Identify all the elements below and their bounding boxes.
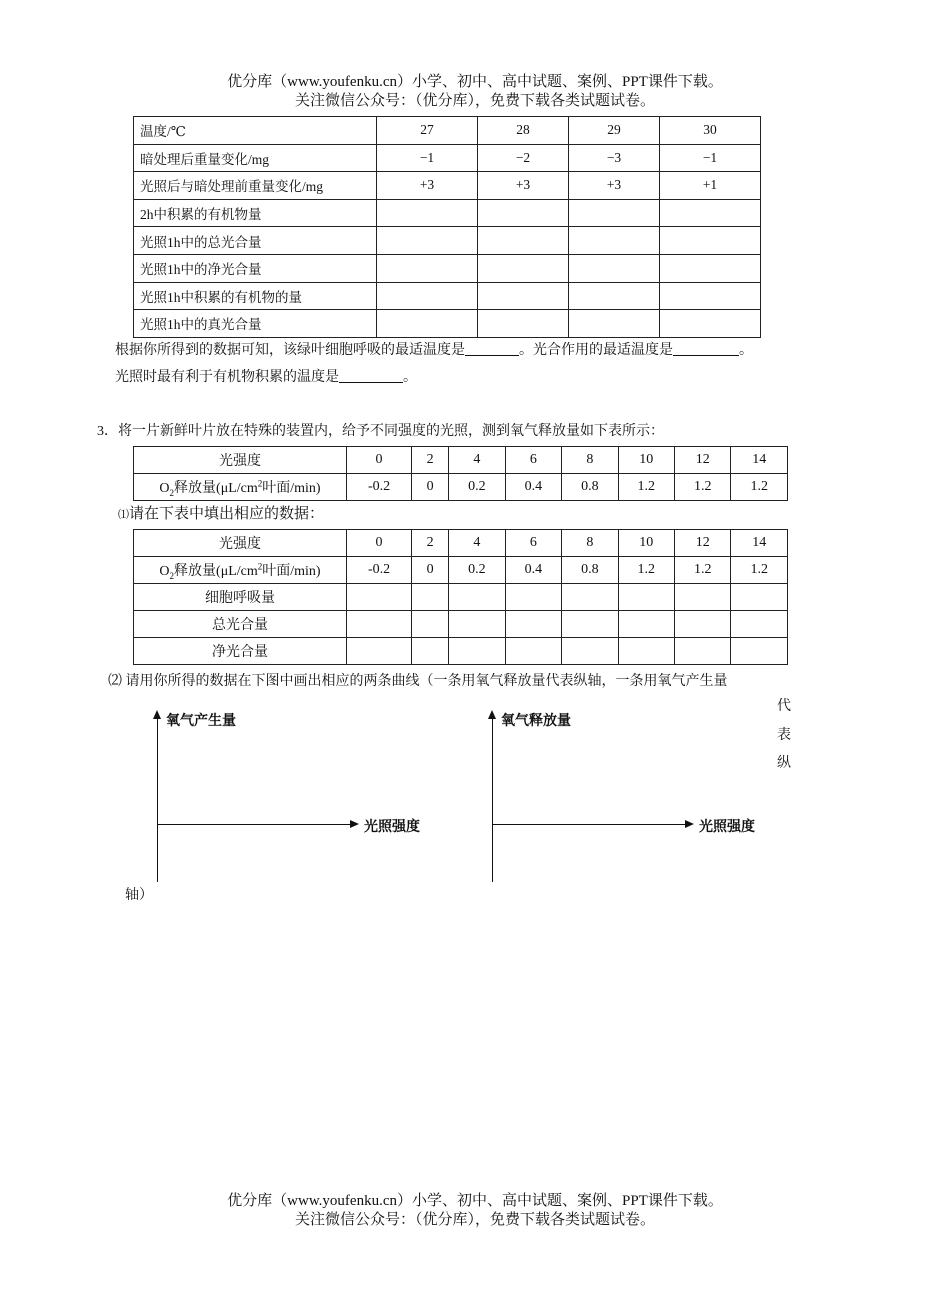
answer-cell[interactable] bbox=[618, 638, 674, 665]
x-axis-arrow bbox=[350, 820, 359, 828]
answer-cell[interactable] bbox=[449, 638, 505, 665]
y-axis-label: 氧气释放量 bbox=[501, 713, 571, 729]
question-3-stem: 3．将一片新鲜叶片放在特殊的装置内，给予不同强度的光照，测到氧气释放量如下表所示： bbox=[97, 424, 664, 439]
answer-cell[interactable] bbox=[412, 611, 449, 638]
answer-cell[interactable] bbox=[731, 584, 788, 611]
x-axis bbox=[492, 824, 688, 825]
answer-cell[interactable] bbox=[618, 584, 674, 611]
conclusion-text: 。 bbox=[739, 343, 753, 358]
table-cell: 14 bbox=[731, 530, 788, 557]
table-cell: 1.2 bbox=[675, 557, 731, 584]
table-row bbox=[134, 530, 788, 557]
table-row bbox=[134, 638, 788, 665]
table-cell: -0.2 bbox=[347, 557, 412, 584]
answer-cell[interactable] bbox=[347, 611, 412, 638]
answer-cell[interactable] bbox=[377, 199, 478, 227]
answer-blank[interactable] bbox=[465, 342, 519, 356]
conclusion-line-2 bbox=[115, 369, 417, 387]
answer-cell[interactable] bbox=[347, 638, 412, 665]
answer-cell[interactable] bbox=[569, 282, 660, 310]
table-cell: 0.8 bbox=[562, 557, 618, 584]
sub-question-2: ⑵ 请用你所得的数据在下图中画出相应的两条曲线（一条用氧气释放量代表纵轴，一条用氧气产生量 bbox=[108, 674, 728, 689]
answer-cell[interactable] bbox=[505, 611, 561, 638]
table-cell: −1 bbox=[377, 144, 478, 172]
header-line-2: 关注微信公众号：（优分库），免费下载各类试题试卷。 bbox=[294, 93, 655, 109]
table-cell: 光照1h中积累的有机物的量 bbox=[134, 282, 377, 310]
table-row bbox=[134, 474, 788, 501]
answer-cell[interactable] bbox=[478, 310, 569, 338]
table-cell: 4 bbox=[449, 530, 505, 557]
table-cell: 1.2 bbox=[731, 474, 788, 501]
sub-question-1: ⑴请在下表中填出相应的数据： bbox=[118, 506, 325, 522]
conclusion-text: 光照时最有利于有机物积累的温度是 bbox=[115, 370, 339, 385]
table-cell: $O_2$释放量($\mu L/cm^2$叶面/min) bbox=[134, 557, 347, 584]
answer-cell[interactable] bbox=[377, 254, 478, 282]
table-cell: −3 bbox=[569, 144, 660, 172]
y-axis bbox=[492, 716, 493, 882]
answer-cell[interactable] bbox=[569, 254, 660, 282]
answer-cell[interactable] bbox=[478, 227, 569, 255]
answer-cell[interactable] bbox=[449, 611, 505, 638]
answer-cell[interactable] bbox=[562, 638, 618, 665]
table-cell: 总光合量 bbox=[134, 611, 347, 638]
table-cell: −2 bbox=[478, 144, 569, 172]
table-row bbox=[134, 254, 761, 282]
table-row bbox=[134, 282, 761, 310]
table-cell: 0 bbox=[412, 557, 449, 584]
table-cell: 6 bbox=[505, 447, 561, 474]
footer-line-2: 关注微信公众号：（优分库），免费下载各类试题试卷。 bbox=[294, 1212, 655, 1228]
table-cell: 4 bbox=[449, 447, 505, 474]
conclusion-text: 根据你所得到的数据可知，该绿叶细胞呼吸的最适温度是 bbox=[115, 343, 465, 358]
table-row bbox=[134, 584, 788, 611]
table-cell: 2 bbox=[412, 447, 449, 474]
answer-cell[interactable] bbox=[660, 254, 761, 282]
conclusion-text: 。光合作用的最适温度是 bbox=[519, 343, 673, 358]
answer-cell[interactable] bbox=[675, 638, 731, 665]
answer-cell[interactable] bbox=[505, 584, 561, 611]
table-cell: +3 bbox=[478, 172, 569, 200]
table-cell: 0.8 bbox=[562, 474, 618, 501]
answer-cell[interactable] bbox=[660, 227, 761, 255]
sub-question-2-vertical: 代 bbox=[777, 699, 791, 714]
table-cell: 温度/℃ bbox=[134, 117, 377, 145]
table-cell: 8 bbox=[562, 530, 618, 557]
table-cell: 光照后与暗处理前重量变化/mg bbox=[134, 172, 377, 200]
table-row bbox=[134, 310, 761, 338]
table-cell: 光照1h中的总光合量 bbox=[134, 227, 377, 255]
table-cell: 1.2 bbox=[618, 557, 674, 584]
table-cell: 2 bbox=[412, 530, 449, 557]
table-row bbox=[134, 199, 761, 227]
answer-cell[interactable] bbox=[505, 638, 561, 665]
table-cell: 1.2 bbox=[675, 474, 731, 501]
answer-cell[interactable] bbox=[377, 282, 478, 310]
footer-line-1: 优分库（www.youfenku.cn）小学、初中、高中试题、案例、PPT课件下载。 bbox=[227, 1193, 723, 1209]
header-line-1: 优分库（www.youfenku.cn）小学、初中、高中试题、案例、PPT课件下载。 bbox=[227, 74, 723, 90]
answer-cell[interactable] bbox=[377, 310, 478, 338]
table-cell: -0.2 bbox=[347, 474, 412, 501]
answer-cell[interactable] bbox=[449, 584, 505, 611]
fill-in-table bbox=[133, 529, 788, 665]
answer-cell[interactable] bbox=[412, 638, 449, 665]
table-row bbox=[134, 117, 761, 145]
table-cell: 0 bbox=[347, 447, 412, 474]
table-cell: 1.2 bbox=[731, 557, 788, 584]
answer-cell[interactable] bbox=[478, 254, 569, 282]
table-cell: +3 bbox=[569, 172, 660, 200]
table-cell: 2h中积累的有机物量 bbox=[134, 199, 377, 227]
answer-cell[interactable] bbox=[412, 584, 449, 611]
x-axis-label: 光照强度 bbox=[364, 819, 420, 835]
table-cell: 0.4 bbox=[505, 557, 561, 584]
table-cell: 28 bbox=[478, 117, 569, 145]
sub-question-2-vertical: 纵 bbox=[777, 756, 791, 771]
table-cell: 1.2 bbox=[618, 474, 674, 501]
table-row bbox=[134, 447, 788, 474]
answer-cell[interactable] bbox=[660, 199, 761, 227]
answer-cell[interactable] bbox=[660, 310, 761, 338]
answer-cell[interactable] bbox=[618, 611, 674, 638]
table-cell: 光强度 bbox=[134, 530, 347, 557]
table-row bbox=[134, 144, 761, 172]
table-cell: +3 bbox=[377, 172, 478, 200]
o2-release-table bbox=[133, 446, 788, 501]
answer-blank[interactable] bbox=[673, 342, 739, 356]
table-row bbox=[134, 557, 788, 584]
table-cell: +1 bbox=[660, 172, 761, 200]
table-row bbox=[134, 611, 788, 638]
answer-cell[interactable] bbox=[478, 199, 569, 227]
table-cell: 30 bbox=[660, 117, 761, 145]
table-cell: 0.2 bbox=[449, 557, 505, 584]
table-cell: 8 bbox=[562, 447, 618, 474]
table-cell: 光强度 bbox=[134, 447, 347, 474]
answer-cell[interactable] bbox=[731, 611, 788, 638]
y-axis-label: 氧气产生量 bbox=[166, 713, 236, 729]
answer-cell[interactable] bbox=[562, 611, 618, 638]
x-axis-arrow bbox=[685, 820, 694, 828]
table-cell: 10 bbox=[618, 530, 674, 557]
table-cell: 光照1h中的净光合量 bbox=[134, 254, 377, 282]
answer-cell[interactable] bbox=[660, 282, 761, 310]
table-cell: 细胞呼吸量 bbox=[134, 584, 347, 611]
table-cell: 暗处理后重量变化/mg bbox=[134, 144, 377, 172]
table-cell: 0 bbox=[347, 530, 412, 557]
table-cell: 0 bbox=[412, 474, 449, 501]
table-cell: $O_2$释放量($\mu L/cm^2$叶面/min) bbox=[134, 474, 347, 501]
table-cell: 光照1h中的真光合量 bbox=[134, 310, 377, 338]
table-cell: 12 bbox=[675, 530, 731, 557]
answer-cell[interactable] bbox=[478, 282, 569, 310]
table-cell: 12 bbox=[675, 447, 731, 474]
answer-cell[interactable] bbox=[675, 611, 731, 638]
x-axis bbox=[157, 824, 353, 825]
answer-cell[interactable] bbox=[377, 227, 478, 255]
answer-cell[interactable] bbox=[731, 638, 788, 665]
table-cell: 净光合量 bbox=[134, 638, 347, 665]
answer-cell[interactable] bbox=[347, 584, 412, 611]
conclusion-line-1 bbox=[115, 342, 753, 360]
table-cell: 27 bbox=[377, 117, 478, 145]
conclusion-text: 。 bbox=[403, 370, 417, 385]
table-cell: 29 bbox=[569, 117, 660, 145]
x-axis-label: 光照强度 bbox=[699, 819, 755, 835]
table-row bbox=[134, 227, 761, 255]
y-axis bbox=[157, 716, 158, 882]
temperature-table bbox=[133, 116, 761, 338]
table-cell: 0.2 bbox=[449, 474, 505, 501]
answer-cell[interactable] bbox=[569, 227, 660, 255]
table-row bbox=[134, 172, 761, 200]
table-cell: −1 bbox=[660, 144, 761, 172]
answer-cell[interactable] bbox=[569, 310, 660, 338]
table-cell: 14 bbox=[731, 447, 788, 474]
answer-cell[interactable] bbox=[675, 584, 731, 611]
answer-cell[interactable] bbox=[569, 199, 660, 227]
answer-blank[interactable] bbox=[339, 369, 403, 383]
sub-question-2-end: 轴） bbox=[125, 888, 153, 903]
answer-cell[interactable] bbox=[562, 584, 618, 611]
table-cell: 0.4 bbox=[505, 474, 561, 501]
table-cell: 6 bbox=[505, 530, 561, 557]
table-cell: 10 bbox=[618, 447, 674, 474]
sub-question-2-vertical: 表 bbox=[777, 728, 791, 743]
